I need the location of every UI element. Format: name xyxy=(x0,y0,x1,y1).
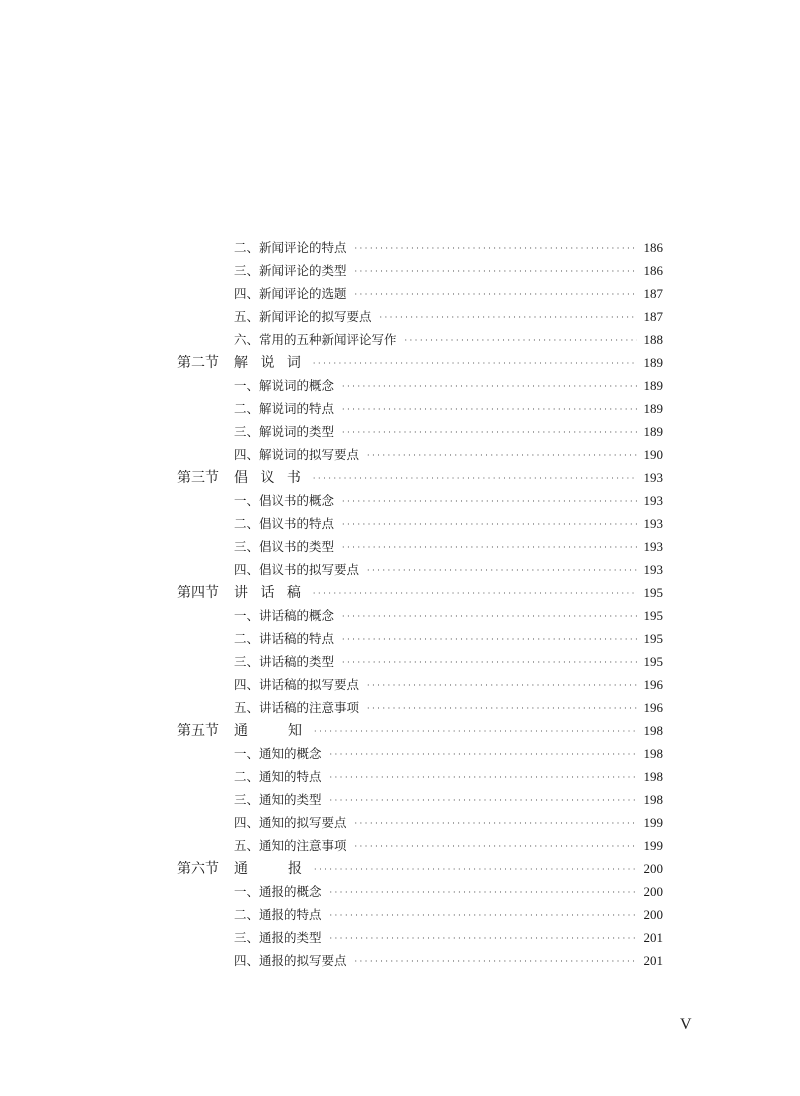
entry-label: 一、倡议书的概念 xyxy=(234,493,335,508)
entry-label: 三、解说词的类型 xyxy=(234,424,335,439)
dot-leader xyxy=(313,352,637,375)
page-number: 193 xyxy=(643,470,663,485)
toc-section-row xyxy=(177,719,663,742)
dot-leader xyxy=(330,766,637,789)
section-number: 第五节 xyxy=(177,723,219,739)
dot-leader xyxy=(330,789,637,812)
toc-section-row xyxy=(177,351,663,374)
entry-label: 一、讲话稿的概念 xyxy=(234,608,335,623)
dot-leader xyxy=(342,513,637,536)
dot-leader xyxy=(342,421,637,444)
page-number: 199 xyxy=(643,838,663,853)
dot-leader xyxy=(367,444,637,467)
page-number: 188 xyxy=(643,332,663,347)
dot-leader xyxy=(355,950,637,973)
toc-entry-row xyxy=(177,788,663,811)
page-number: 196 xyxy=(643,700,663,715)
entry-label: 一、通知的概念 xyxy=(234,746,322,761)
entry-label: 一、通报的概念 xyxy=(234,884,322,899)
entry-label: 二、新闻评论的特点 xyxy=(234,240,347,255)
toc-entry-row xyxy=(177,903,663,926)
dot-leader xyxy=(342,628,637,651)
toc-section-row xyxy=(177,581,663,604)
toc-entry-row xyxy=(177,282,663,305)
toc-entry-row xyxy=(177,259,663,282)
page-number: 198 xyxy=(643,723,663,738)
dot-leader xyxy=(314,720,637,743)
toc-entry-row xyxy=(177,305,663,328)
page-number: 200 xyxy=(643,907,663,922)
page-number: 198 xyxy=(643,792,663,807)
page-number: 189 xyxy=(643,401,663,416)
toc-entry-row xyxy=(177,811,663,834)
toc-entry-row xyxy=(177,512,663,535)
dot-leader xyxy=(380,306,637,329)
entry-label: 六、常用的五种新闻评论写作 xyxy=(234,332,397,347)
toc-entry-row xyxy=(177,949,663,972)
toc-entry-row xyxy=(177,627,663,650)
toc-entry-row xyxy=(177,443,663,466)
toc-entry-row xyxy=(177,834,663,857)
page-number: 201 xyxy=(643,953,663,968)
entry-label: 五、讲话稿的注意事项 xyxy=(234,700,360,715)
table-of-contents xyxy=(177,236,663,972)
section-number: 第三节 xyxy=(177,470,219,486)
entry-label: 四、新闻评论的选题 xyxy=(234,286,347,301)
toc-entry-row xyxy=(177,328,663,351)
entry-label: 四、倡议书的拟写要点 xyxy=(234,562,360,577)
page-number: 200 xyxy=(643,861,663,876)
entry-label: 三、讲话稿的类型 xyxy=(234,654,335,669)
toc-entry-row xyxy=(177,880,663,903)
page-number: 193 xyxy=(643,539,663,554)
toc-entry-row xyxy=(177,604,663,627)
section-number: 第二节 xyxy=(177,355,219,371)
dot-leader xyxy=(313,467,637,490)
entry-label: 五、通知的注意事项 xyxy=(234,838,347,853)
dot-leader xyxy=(330,743,637,766)
dot-leader xyxy=(342,651,637,674)
entry-label: 四、讲话稿的拟写要点 xyxy=(234,677,360,692)
dot-leader xyxy=(330,904,637,927)
dot-leader xyxy=(342,398,637,421)
dot-leader xyxy=(405,329,637,352)
entry-label: 三、倡议书的类型 xyxy=(234,539,335,554)
page-number: 189 xyxy=(643,378,663,393)
page-number: 195 xyxy=(643,631,663,646)
toc-entry-row xyxy=(177,673,663,696)
dot-leader xyxy=(342,605,637,628)
page-folio: V xyxy=(680,1016,692,1033)
toc-entry-row xyxy=(177,489,663,512)
dot-leader xyxy=(342,536,637,559)
toc-entry-row xyxy=(177,374,663,397)
section-title: 通 报 xyxy=(234,861,306,877)
toc-entry-row xyxy=(177,236,663,259)
entry-label: 五、新闻评论的拟写要点 xyxy=(234,309,372,324)
dot-leader xyxy=(313,582,637,605)
page-number: 193 xyxy=(643,493,663,508)
page-number: 199 xyxy=(643,815,663,830)
entry-label: 三、新闻评论的类型 xyxy=(234,263,347,278)
dot-leader xyxy=(367,674,637,697)
section-number: 第六节 xyxy=(177,861,219,877)
entry-label: 二、倡议书的特点 xyxy=(234,516,335,531)
dot-leader xyxy=(355,237,637,260)
dot-leader xyxy=(342,375,637,398)
page-number: 193 xyxy=(643,516,663,531)
section-title: 通 知 xyxy=(234,723,306,739)
section-number: 第四节 xyxy=(177,585,219,601)
page-number: 195 xyxy=(643,654,663,669)
entry-label: 二、通知的特点 xyxy=(234,769,322,784)
page-number: 196 xyxy=(643,677,663,692)
dot-leader xyxy=(314,858,637,881)
entry-label: 二、解说词的特点 xyxy=(234,401,335,416)
page-number: 200 xyxy=(643,884,663,899)
section-title: 倡 议 书 xyxy=(234,470,305,486)
dot-leader xyxy=(367,697,637,720)
entry-label: 四、通知的拟写要点 xyxy=(234,815,347,830)
toc-entry-row xyxy=(177,397,663,420)
entry-label: 二、讲话稿的特点 xyxy=(234,631,335,646)
toc-entry-row xyxy=(177,765,663,788)
toc-entry-row xyxy=(177,696,663,719)
page-number: 187 xyxy=(643,286,663,301)
page-number: 190 xyxy=(643,447,663,462)
page-number: 186 xyxy=(643,240,663,255)
dot-leader xyxy=(355,835,637,858)
page-number: 189 xyxy=(643,355,663,370)
entry-label: 四、解说词的拟写要点 xyxy=(234,447,360,462)
toc-entry-row xyxy=(177,742,663,765)
entry-label: 三、通知的类型 xyxy=(234,792,322,807)
page-number: 201 xyxy=(643,930,663,945)
toc-entry-row xyxy=(177,926,663,949)
dot-leader xyxy=(355,283,637,306)
entry-label: 四、通报的拟写要点 xyxy=(234,953,347,968)
page-number: 198 xyxy=(643,746,663,761)
section-title: 解 说 词 xyxy=(234,355,305,371)
toc-entry-row xyxy=(177,420,663,443)
dot-leader xyxy=(355,812,637,835)
page-number: 193 xyxy=(643,562,663,577)
dot-leader xyxy=(330,927,637,950)
entry-label: 三、通报的类型 xyxy=(234,930,322,945)
toc-section-row xyxy=(177,466,663,489)
page-number: 189 xyxy=(643,424,663,439)
dot-leader xyxy=(330,881,637,904)
page-number: 187 xyxy=(643,309,663,324)
toc-entry-row xyxy=(177,535,663,558)
toc-entry-row xyxy=(177,558,663,581)
page-number: 195 xyxy=(643,608,663,623)
page-number: 198 xyxy=(643,769,663,784)
page-number: 195 xyxy=(643,585,663,600)
entry-label: 二、通报的特点 xyxy=(234,907,322,922)
entry-label: 一、解说词的概念 xyxy=(234,378,335,393)
section-title: 讲 话 稿 xyxy=(234,585,305,601)
dot-leader xyxy=(342,490,637,513)
dot-leader xyxy=(367,559,637,582)
toc-section-row xyxy=(177,857,663,880)
dot-leader xyxy=(355,260,637,283)
toc-entry-row xyxy=(177,650,663,673)
page-number: 186 xyxy=(643,263,663,278)
